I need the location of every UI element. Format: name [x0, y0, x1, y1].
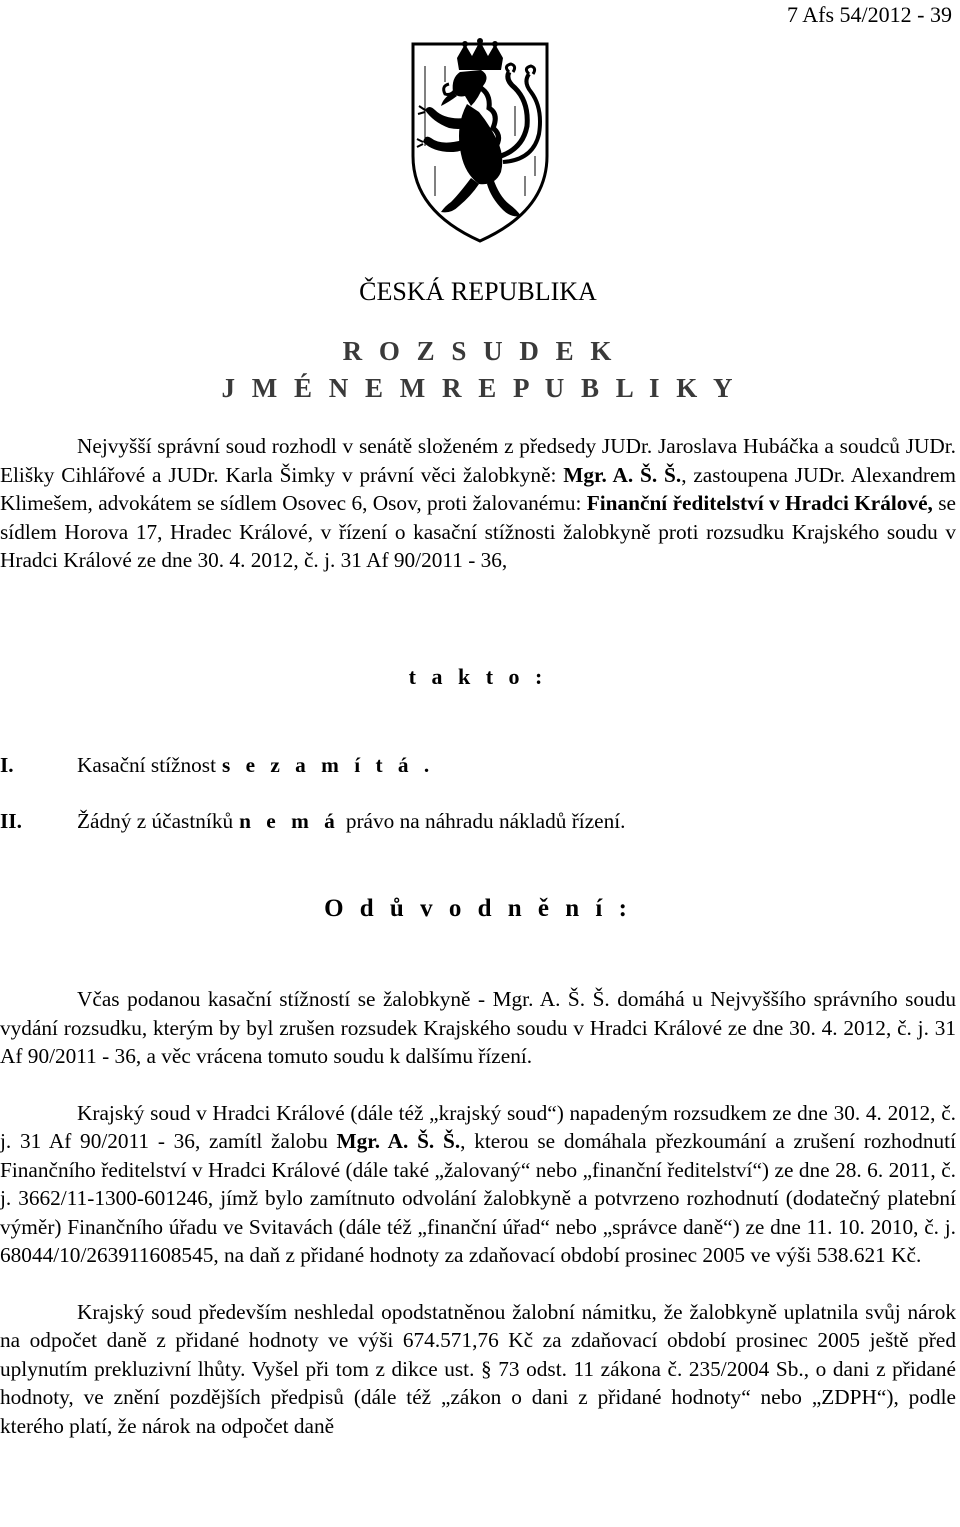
state-name: ČESKÁ REPUBLIKA [359, 277, 597, 306]
judgment-subtitle: J M É N E M R E P U B L I K Y [221, 373, 735, 403]
verdict-number-2: II. [0, 809, 22, 833]
plaintiff-name: Mgr. A. Š. Š. [563, 462, 682, 487]
verdict-number-1: I. [0, 753, 14, 777]
reasoning-p2-text-b: , kterou se domáhala přezkoumání a zrušení rozhodnutí Finančního ředitelství v Hradci Králové (dále také „žalovaný“ nebo „finanční ředitelství“) ze dne 28. 6. 2011, č. j. 3662/11-1300-601246, jímž bylo zamítnuto odvolání žalobkyně a potvrzeno rozhodnutí (dodatečný platební výměr) Finančního úřadu ve Svitavách (dále též „finanční úřad“ nebo „správce daně“) ze dne 11. 10. 2010, č. j. 68044/10/263911608545, na daň z přidané hodnoty za zdaňovací období prosinec 2005 ve výši 538.621 Kč. [0, 1129, 956, 1267]
verdict-decision-1: s e z a m í t á . [222, 753, 435, 777]
reasoning-section [0, 985, 956, 1440]
intro-section [0, 432, 956, 575]
reasoning-p2-text-a: Krajský soud v Hradci Králové (dále též „krajský soud“) napadeným rozsudkem ze dne 30. 4. 2012, č. j. 31 Af 90/2011 - 36, zamítl žalobu [0, 1100, 956, 1153]
verdict-decision-2: n e m á [239, 809, 340, 833]
intro-paragraph [0, 432, 956, 575]
defendant-name: Finanční ředitelství v Hradci Králové, [586, 491, 933, 515]
judgment-title: R O Z S U D E K [342, 336, 614, 366]
intro-text-a: Nejvyšší správní soud rozhodl v senátě složeném z předsedy JUDr. Jaroslava Hubáčka a soudců JUDr. Elišky Cihlářové a JUDr. Karla Šimky v právní věci žalobkyně: [0, 434, 956, 487]
reasoning-heading: O d ů v o d n ě n í : [324, 895, 632, 922]
case-number: 7 Afs 54/2012 - 39 [787, 2, 952, 27]
czech-lion-coat-of-arms-icon [405, 36, 555, 246]
reasoning-paragraph-3: Krajský soud především neshledal opodstatněnou žalobní námitku, že žalobkyně uplatnila svůj nárok na odpočet daně z přidané hodnoty ve výši 674.571,76 Kč za zdaňovací období prosinec 2005 ještě před uplynutím prekluzivní lhůty. Vyšel při tom z dikce ust. § 73 odst. 11 zákona č. 235/2004 Sb., o dani z přidané hodnoty, ve znění pozdějších předpisů (dále též „zákon o dani z přidané hodnoty“ nebo „ZDPH“), podle kterého platí, že nárok na odpočet daně [0, 1299, 956, 1438]
verdict-text-2a: Žádný z účastníků [77, 809, 234, 833]
verdict-text-2b: právo na náhradu nákladů řízení. [345, 809, 626, 833]
reasoning-plaintiff-name: Mgr. A. Š. Š. [336, 1129, 461, 1153]
intro-text-c: se sídlem Horova 17, Hradec Králové, v řízení o kasační stížnosti žalobkyně proti rozsudku Krajského soudu v Hradci Králové ze dne 30. 4. 2012, č. j. 31 Af 90/2011 - 36, [0, 491, 956, 572]
reasoning-paragraph-1: Včas podanou kasační stížností se žalobkyně - Mgr. A. Š. Š. domáhá u Nejvyššího správního soudu vydání rozsudku, kterým by byl zrušen rozsudek Krajského soudu v Hradci Králové ze dne 30. 4. 2012, č. j. 31 Af 90/2011 - 36, a věc vrácena tomuto soudu k dalšímu řízení. [0, 987, 956, 1068]
takto-heading: t a k t o : [408, 664, 548, 689]
verdict-text-1: Kasační stížnost [77, 753, 216, 777]
reasoning-paragraph-2 [0, 1099, 956, 1270]
intro-text-b: , zastoupena JUDr. Alexandrem Klimešem, advokátem se sídlem Osovec 6, Osov, proti žalovanému: [0, 462, 956, 515]
